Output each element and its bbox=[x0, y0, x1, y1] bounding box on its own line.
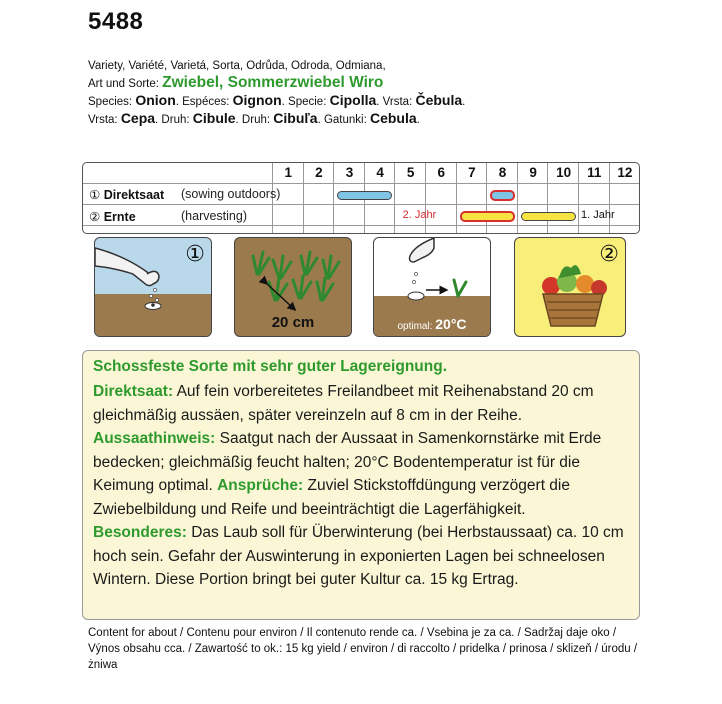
variety-languages-line: Variety, Variété, Varietá, Sorta, Odrůda, Odroda, Odmiana, bbox=[88, 60, 386, 72]
species-line3-segment: Species: bbox=[88, 96, 136, 108]
species-line4-segment: Cepa bbox=[120, 110, 156, 126]
footer-line-2: Výnos obsahu cca. / Zawartość to ok.: 15 kg yield / environ / di raccolto / pridelka / prinosa / sklizeň / úrodu / żniwa bbox=[88, 643, 638, 671]
calendar-month-number: 5 bbox=[406, 165, 415, 180]
art-und-sorte-label: Art und Sorte: bbox=[88, 78, 163, 90]
species-line3-segment: . bbox=[462, 96, 466, 108]
section-key-besonderes: Besonderes: bbox=[93, 524, 187, 541]
species-line3-segment: Onion bbox=[135, 92, 176, 108]
harvest-symbol: ② bbox=[89, 210, 101, 224]
badge-1-icon: ① bbox=[185, 241, 205, 266]
species-line4-segment: Vrsta: bbox=[88, 114, 121, 126]
species-line4-segment: . Druh: bbox=[155, 114, 193, 126]
species-line4-segment: Cibuľa bbox=[273, 110, 318, 126]
temp-prefix: optimal: bbox=[397, 321, 436, 332]
species-line3-segment: Cipolla bbox=[329, 92, 377, 108]
section-text-besonderes: Das Laub soll für Überwinterung (bei Herbstaussaat) ca. 10 cm hoch sein. Gefahr der Auswinterung in exponierten Lagen bei schneelosen Wintern. Diese Portion bringt bei guter Kultur ca. 15 kg Ertrag. bbox=[93, 524, 624, 588]
sowing-bar-autumn bbox=[490, 190, 515, 201]
calendar-grid bbox=[83, 163, 639, 233]
illustration-row-spacing bbox=[234, 237, 352, 337]
species-line4-segment: . Druh: bbox=[235, 114, 274, 126]
calendar-label-harvest bbox=[89, 209, 247, 224]
calendar-month-number: 8 bbox=[498, 165, 507, 180]
illustration-germination bbox=[373, 237, 491, 337]
sowing-symbol: ① bbox=[89, 188, 101, 202]
badge-2-icon: ② bbox=[599, 241, 619, 266]
illustration-harvest bbox=[514, 237, 626, 337]
sowing-sublabel: (sowing outdoors) bbox=[181, 187, 281, 201]
section-key-direktsaat: Direktsaat: bbox=[93, 383, 174, 400]
calendar-month-number: 3 bbox=[345, 165, 354, 180]
calendar-month-number: 11 bbox=[587, 165, 602, 180]
sowing-bar bbox=[337, 191, 392, 200]
species-line3-segment: Oignon bbox=[232, 92, 282, 108]
harvest-year2-label: 2. Jahr bbox=[402, 209, 437, 221]
variety-header bbox=[88, 58, 648, 128]
section-key-ansprueche: Ansprüche: bbox=[217, 477, 304, 494]
calendar-month-number: 6 bbox=[437, 165, 446, 180]
cultivation-info-box bbox=[82, 350, 640, 620]
illustration-sowing bbox=[94, 237, 212, 337]
article-number: 5488 bbox=[88, 8, 144, 35]
info-lead: Schossfeste Sorte mit sehr guter Lagereignung. bbox=[93, 358, 447, 375]
info-text bbox=[93, 380, 629, 592]
species-translations-line-2 bbox=[88, 110, 648, 128]
species-line3-segment: . Specie: bbox=[281, 96, 330, 108]
sowing-label: Direktsaat bbox=[103, 188, 165, 202]
germination-temperature bbox=[374, 316, 490, 332]
harvest-label: Ernte bbox=[103, 210, 136, 224]
harvest-sublabel: (harvesting) bbox=[181, 209, 247, 223]
sowing-calendar bbox=[82, 162, 640, 234]
calendar-month-number: 2 bbox=[315, 165, 323, 180]
harvest-bar-year1 bbox=[521, 212, 576, 221]
species-line4-segment: . Gatunki: bbox=[317, 114, 370, 126]
species-line4-segment: Cibule bbox=[192, 110, 236, 126]
section-text-direktsaat: Auf fein vorbereitetes Freilandbeet mit Reihenabstand 20 cm gleichmäßig aussäen, später vereinzeln auf 8 cm in der Reihe. bbox=[93, 383, 594, 424]
temp-value: 20°C bbox=[435, 316, 467, 332]
harvest-bar-year2 bbox=[460, 211, 515, 222]
yield-footer bbox=[88, 625, 668, 673]
variety-name: Zwiebel, Sommerzwiebel Wiro bbox=[162, 74, 384, 91]
calendar-month-number: 9 bbox=[529, 165, 537, 180]
row-spacing-label: 20 cm bbox=[271, 314, 315, 331]
species-line3-segment: . Espéces: bbox=[175, 96, 233, 108]
calendar-month-number: 1 bbox=[284, 165, 293, 180]
species-line4-segment: . bbox=[416, 114, 420, 126]
section-key-aussaathinweis: Aussaathinweis: bbox=[93, 430, 216, 447]
species-line4-segment: Cebula bbox=[369, 110, 417, 126]
calendar-label-sowing bbox=[89, 187, 281, 202]
section-text-aussaathinweis: Saatgut nach der Aussaat in Samenkornstärke mit Erde bedecken; gleichmäßig feucht halten; 20°C Bodentemperatur ist für die Keimung optimal. bbox=[93, 430, 602, 494]
calendar-month-number: 4 bbox=[376, 165, 384, 180]
harvest-year1-label: 1. Jahr bbox=[581, 209, 615, 221]
species-line3-segment: Čebula bbox=[415, 92, 463, 108]
calendar-month-number: 10 bbox=[556, 165, 572, 180]
calendar-month-number: 7 bbox=[468, 165, 476, 180]
species-line bbox=[88, 75, 648, 92]
footer-line-1: Content for about / Contenu pour environ / Il contenuto rende ca. / Vsebina je za ca. / Sadržaj daje oko / bbox=[88, 627, 617, 639]
species-translations-line bbox=[88, 92, 648, 110]
calendar-month-number: 12 bbox=[617, 165, 633, 180]
section-text-ansprueche: Zuviel Stickstoffdüngung verzögert die Zwiebelbildung und Reife und beeinträchtigt die Lagerfähigkeit. bbox=[93, 477, 570, 518]
species-line3-segment: . Vrsta: bbox=[376, 96, 416, 108]
